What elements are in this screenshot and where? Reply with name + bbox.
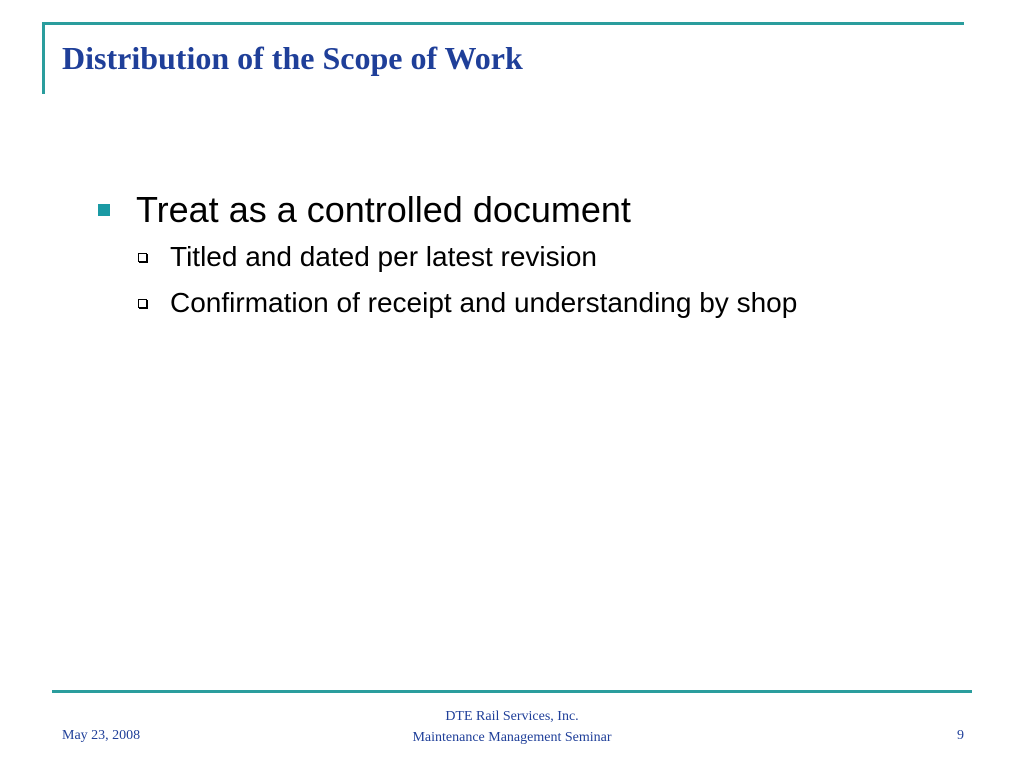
sub-bullet-item [136, 234, 976, 280]
title-accent-vertical-line [42, 22, 45, 94]
slide-title: Distribution of the Scope of Work [62, 40, 523, 76]
sub-bullet-item [136, 280, 976, 326]
bullet-text: Treat as a controlled document [136, 189, 631, 230]
footer-page-number: 9 [957, 728, 964, 743]
hollow-square-bullet-icon [138, 253, 147, 262]
title-accent-horizontal-line [42, 22, 964, 25]
footer-center-text [360, 706, 664, 748]
slide-content [96, 186, 976, 326]
footer-company: DTE Rail Services, Inc. [445, 709, 579, 724]
footer-date: May 23, 2008 [62, 728, 141, 743]
sub-bullet-text: Titled and dated per latest revision [170, 241, 597, 272]
hollow-square-bullet-icon [138, 299, 147, 308]
footer-divider [52, 690, 972, 693]
footer-event: Maintenance Management Seminar [412, 730, 612, 745]
bullet-item [96, 186, 976, 234]
filled-square-bullet-icon [98, 204, 110, 216]
sub-bullet-text: Confirmation of receipt and understanding by shop [170, 287, 798, 318]
